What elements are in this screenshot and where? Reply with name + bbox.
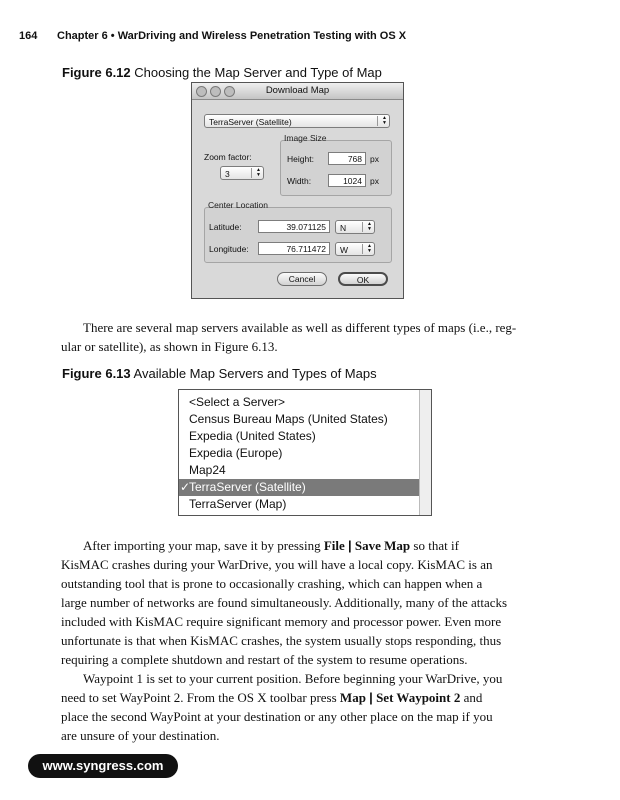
text-line: KisMAC crashes during your WarDrive, you will have a local copy. KisMAC is an	[61, 557, 493, 572]
figure-label: Figure 6.12	[62, 65, 131, 80]
longitude-direction-value: W	[340, 245, 349, 255]
paragraph-1	[61, 318, 541, 356]
server-option[interactable]: <Select a Server>	[189, 395, 286, 409]
latitude-label: Latitude:	[209, 222, 242, 232]
menu-separator: |	[348, 538, 352, 553]
text-line: are unsure of your destination.	[61, 728, 220, 743]
stepper-arrows-icon: ▲ ▼	[362, 222, 372, 232]
menu-set-waypoint: Set Waypoint 2	[376, 690, 461, 705]
running-header	[19, 30, 406, 42]
dialog-title: Download Map	[265, 85, 330, 96]
server-option[interactable]: Map24	[189, 463, 226, 477]
server-option[interactable]: TerraServer (Map)	[189, 497, 287, 511]
text-line: outstanding tool that is prone to occasionally crashing, which can happen when a	[61, 576, 483, 591]
width-label: Width:	[287, 176, 312, 186]
text-run: After importing your map, save it by pressing	[83, 538, 324, 553]
server-option[interactable]: Expedia (United States)	[189, 429, 316, 443]
server-option-selected[interactable]	[179, 479, 419, 496]
server-option[interactable]: Census Bureau Maps (United States)	[189, 412, 388, 426]
paragraph-2	[61, 536, 541, 669]
figure-6-13-caption	[62, 366, 377, 381]
zoom-factor-value: 3	[225, 169, 230, 179]
text-line: included with KisMAC require significant memory and processor power. Even more	[61, 614, 502, 629]
server-option-label: TerraServer (Satellite)	[189, 480, 306, 494]
publisher-url-badge: www.syngress.com	[28, 754, 178, 778]
stepper-arrows-icon: ▲ ▼	[251, 168, 261, 178]
figure-label: Figure 6.13	[62, 366, 131, 381]
menu-separator: |	[369, 690, 373, 705]
center-location-label: Center Location	[208, 200, 269, 210]
image-size-group	[280, 140, 392, 196]
width-input[interactable]: 1024	[328, 174, 366, 187]
height-unit: px	[370, 154, 379, 164]
text-line: unfortunate is that when KisMAC crashes, the system usually stops responding, thus	[61, 633, 502, 648]
text-line: place the second WayPoint at your destination or any other place on the map if you	[61, 709, 493, 724]
zoom-factor-label: Zoom factor:	[204, 152, 252, 162]
longitude-direction-select[interactable]	[335, 242, 375, 256]
text-line	[61, 536, 541, 555]
latitude-direction-select[interactable]	[335, 220, 375, 234]
title-bar	[192, 83, 403, 100]
text-run: need to set WayPoint 2. From the OS X toolbar press	[61, 690, 340, 705]
longitude-label: Longitude:	[209, 244, 249, 254]
text-line: Waypoint 1 is set to your current position. Before beginning your WarDrive, you	[83, 671, 503, 686]
scrollbar[interactable]	[419, 390, 431, 515]
ok-button[interactable]: OK	[338, 272, 388, 286]
longitude-input[interactable]: 76.711472	[258, 242, 330, 255]
height-input[interactable]: 768	[328, 152, 366, 165]
stepper-arrows-icon: ▲ ▼	[362, 244, 372, 254]
latitude-direction-value: N	[340, 223, 347, 233]
map-server-list	[178, 389, 432, 516]
height-label: Height:	[287, 154, 314, 164]
server-select[interactable]	[204, 114, 390, 128]
menu-file: File	[323, 538, 345, 553]
figure-title: Choosing the Map Server and Type of Map	[134, 65, 382, 80]
figure-title: Available Map Servers and Types of Maps	[133, 366, 377, 381]
server-option[interactable]: Expedia (Europe)	[189, 446, 283, 460]
latitude-input[interactable]: 39.071125	[258, 220, 330, 233]
menu-map: Map	[339, 690, 366, 705]
text-line: large number of networks are found simultaneously. Additionally, many of the attacks	[61, 595, 508, 610]
width-unit: px	[370, 176, 379, 186]
download-map-dialog	[191, 82, 404, 299]
checkmark-icon: ✓	[180, 480, 191, 494]
zoom-factor-select[interactable]	[220, 166, 264, 180]
text-run: so that if	[410, 538, 459, 553]
page-number: 164	[19, 30, 38, 42]
text-line: requiring a complete shutdown and restart of the system to resume operations.	[61, 652, 468, 667]
paragraph-3	[61, 669, 541, 745]
cancel-button[interactable]: Cancel	[277, 272, 327, 286]
text-line: ular or satellite), as shown in Figure 6.13.	[61, 339, 278, 354]
text-line: There are several map servers available as well as different types of maps (i.e., reg-	[83, 320, 517, 335]
text-line	[61, 688, 541, 707]
text-run: and	[460, 690, 483, 705]
running-title: Chapter 6 • WarDriving and Wireless Penetration Testing with OS X	[57, 30, 407, 42]
figure-6-12-caption	[62, 65, 382, 80]
server-select-value: TerraServer (Satellite)	[209, 117, 292, 127]
menu-save-map: Save Map	[354, 538, 411, 553]
stepper-arrows-icon: ▲ ▼	[377, 116, 387, 126]
image-size-label: Image Size	[284, 133, 327, 143]
